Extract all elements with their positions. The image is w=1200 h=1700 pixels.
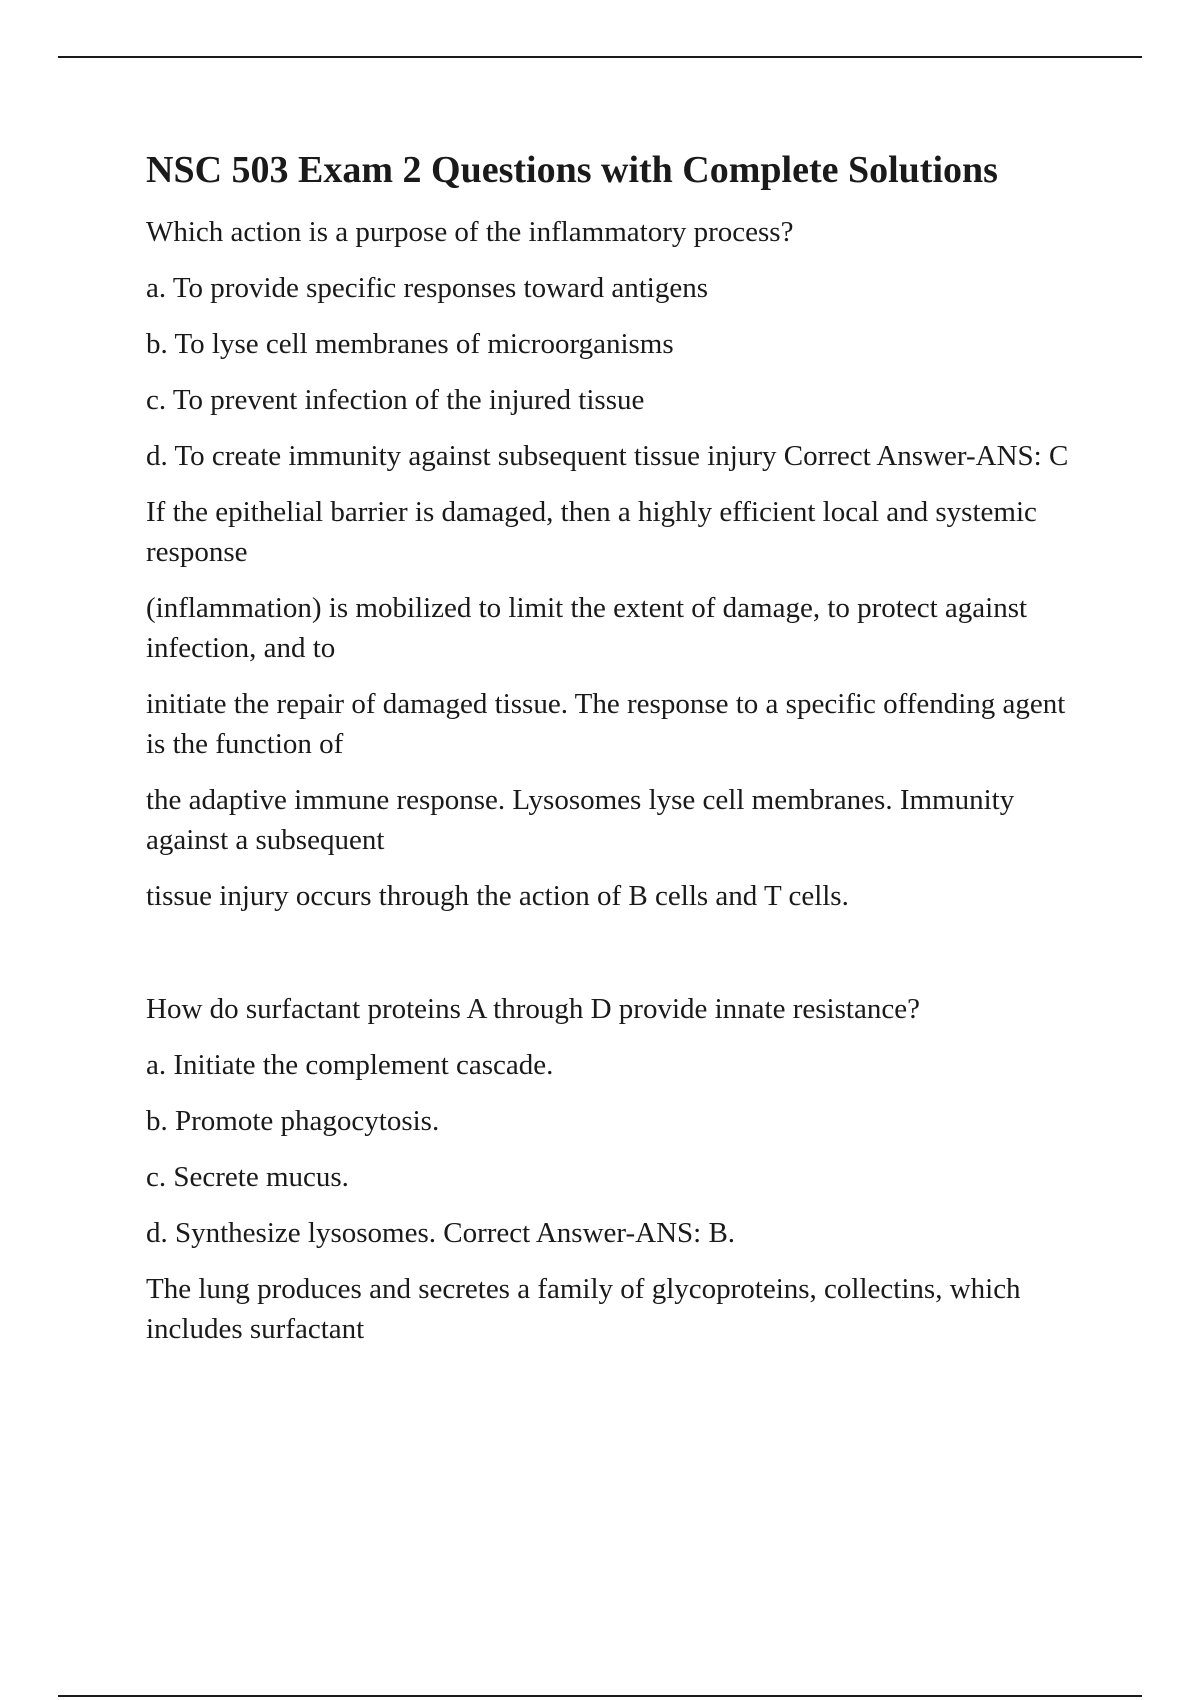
question-2-option-d-answer: d. Synthesize lysosomes. Correct Answer-ANS: B. [146,1217,736,1249]
document-body [146,140,1086,1365]
question-2-rationale-1: The lung produces and secretes a family of glycoproteins, collectins, which includes surfactant [146,1273,1021,1345]
question-1-prompt: Which action is a purpose of the inflammatory process? [146,216,794,248]
question-2-prompt: How do surfactant proteins A through D provide innate resistance? [146,993,920,1025]
question-1-option-d-answer: d. To create immunity against subsequent tissue injury Correct Answer-ANS: C [146,440,1069,472]
question-1-rationale-2: (inflammation) is mobilized to limit the extent of damage, to protect against infection, and to [146,592,1028,664]
question-1-rationale-4: the adaptive immune response. Lysosomes lyse cell membranes. Immunity against a subsequent [146,784,1015,856]
question-1-rationale-1: If the epithelial barrier is damaged, then a highly efficient local and systemic response [146,496,1037,568]
question-1-rationale-3: initiate the repair of damaged tissue. The response to a specific offending agent is the function of [146,688,1066,760]
question-1-option-b: b. To lyse cell membranes of microorganisms [146,328,674,360]
header-rule [58,56,1142,58]
footer-rule [58,1695,1142,1697]
question-1-rationale-5: tissue injury occurs through the action of B cells and T cells. [146,880,849,912]
question-2-option-a: a. Initiate the complement cascade. [146,1049,554,1081]
question-2-option-b: b. Promote phagocytosis. [146,1105,440,1137]
page-title: NSC 503 Exam 2 Questions with Complete Solutions [146,149,998,191]
section-spacer [146,932,1086,989]
question-1-option-c: c. To prevent infection of the injured tissue [146,384,645,416]
question-2-option-c: c. Secrete mucus. [146,1161,349,1193]
question-1-option-a: a. To provide specific responses toward antigens [146,272,708,304]
